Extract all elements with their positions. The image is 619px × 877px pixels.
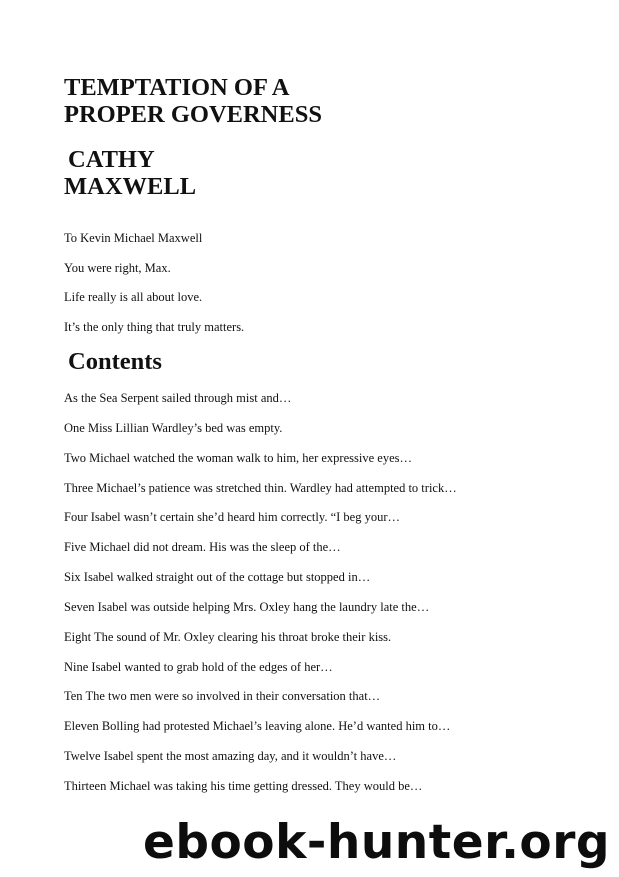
dedication-line: It’s the only thing that truly matters. bbox=[64, 319, 245, 334]
toc-item bbox=[64, 719, 457, 749]
toc-item bbox=[64, 391, 457, 421]
author-name bbox=[64, 146, 196, 200]
toc-item bbox=[64, 421, 457, 451]
toc-link-chapter-2[interactable]: Two Michael watched the woman walk to him, her expressive eyes… bbox=[64, 450, 412, 465]
toc-item bbox=[64, 510, 457, 540]
toc-link-chapter-8[interactable]: Eight The sound of Mr. Oxley clearing his throat broke their kiss. bbox=[64, 629, 392, 644]
toc-item bbox=[64, 600, 457, 630]
table-of-contents bbox=[64, 391, 457, 809]
toc-item bbox=[64, 481, 457, 511]
toc-link-chapter-9[interactable]: Nine Isabel wanted to grab hold of the edges of her… bbox=[64, 659, 333, 674]
dedication-line: Life really is all about love. bbox=[64, 290, 203, 304]
author-first-name: CATHY bbox=[68, 146, 155, 173]
toc-link-chapter-13[interactable]: Thirteen Michael was taking his time getting dressed. They would be… bbox=[64, 778, 423, 793]
toc-item bbox=[64, 660, 457, 690]
toc-link-chapter-3[interactable]: Three Michael’s patience was stretched thin. Wardley had attempted to trick… bbox=[64, 480, 457, 495]
watermark-text: ebook-hunter.org bbox=[143, 815, 611, 870]
toc-item bbox=[64, 570, 457, 600]
toc-link-chapter-11[interactable]: Eleven Bolling had protested Michael’s leaving alone. He’d wanted him to… bbox=[64, 719, 451, 734]
book-title-line-1: TEMPTATION OF A bbox=[64, 74, 290, 101]
contents-heading: Contents bbox=[68, 348, 162, 375]
toc-item bbox=[64, 779, 457, 809]
toc-link-chapter-6[interactable]: Six Isabel walked straight out of the cottage but stopped in… bbox=[64, 570, 371, 585]
book-title bbox=[64, 74, 322, 128]
toc-link-chapter-4[interactable]: Four Isabel wasn’t certain she’d heard him correctly. “I beg your… bbox=[64, 510, 400, 525]
toc-link-chapter-12[interactable]: Twelve Isabel spent the most amazing day, and it wouldn’t have… bbox=[64, 749, 397, 764]
dedication-line: To Kevin Michael Maxwell bbox=[64, 231, 203, 245]
toc-link-chapter-10[interactable]: Ten The two men were so involved in their conversation that… bbox=[64, 689, 381, 704]
dedication bbox=[64, 231, 244, 349]
toc-link-chapter-5[interactable]: Five Michael did not dream. His was the sleep of the… bbox=[64, 540, 341, 555]
dedication-line: You were right, Max. bbox=[64, 260, 171, 275]
toc-link-chapter-1[interactable]: One Miss Lillian Wardley’s bed was empty. bbox=[64, 420, 283, 435]
toc-item bbox=[64, 630, 457, 660]
toc-link-prologue[interactable]: As the Sea Serpent sailed through mist and… bbox=[64, 391, 292, 405]
toc-item bbox=[64, 540, 457, 570]
toc-item bbox=[64, 451, 457, 481]
author-last-name: MAXWELL bbox=[64, 173, 197, 200]
toc-item bbox=[64, 689, 457, 719]
toc-link-chapter-7[interactable]: Seven Isabel was outside helping Mrs. Oxley hang the laundry late the… bbox=[64, 599, 430, 614]
book-title-line-2: PROPER GOVERNESS bbox=[64, 101, 322, 128]
toc-item bbox=[64, 749, 457, 779]
